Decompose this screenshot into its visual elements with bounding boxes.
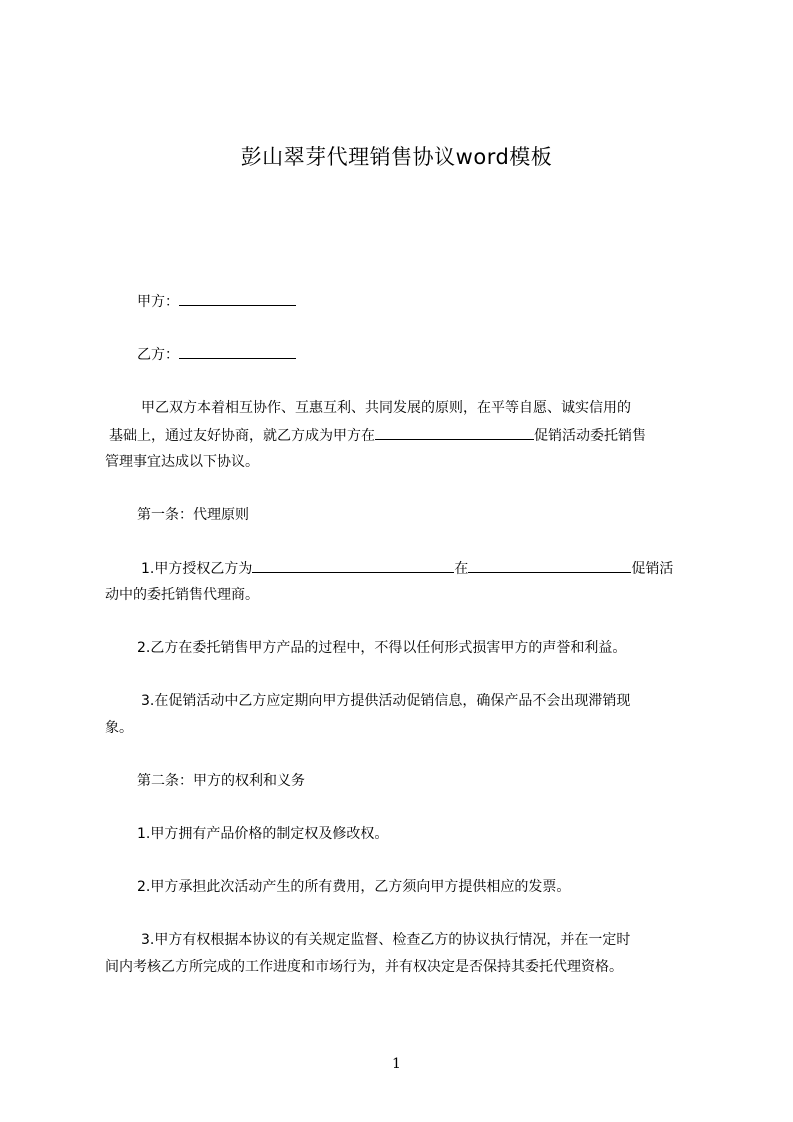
party-b-label: 乙方： [137,347,179,363]
party-b-blank [179,344,296,359]
page-number: 1 [392,1056,401,1072]
article-1-item-1-line-1 [141,558,673,579]
article-1-item-1-line-2: 动中的委托销售代理商。 [105,587,259,603]
party-b-line [137,344,296,365]
article-1-item-2: 2.乙方在委托销售甲方产品的过程中，不得以任何形式损害甲方的声誉和利益。 [137,640,627,656]
document-title: 彭山翠芽代理销售协议word模板 [240,145,553,169]
intro-line-1: 甲乙双方本着相互协作、互惠互利、共同发展的原则，在平等自愿、诚实信用的 [141,400,631,416]
intro-promotion-blank [375,425,534,440]
article-1-item-3-line-1: 3.在促销活动中乙方应定期向甲方提供活动促销信息，确保产品不会出现滞销现 [141,693,631,709]
article-2-item-3-line-2: 间内考核乙方所完成的工作进度和市场行为，并有权决定是否保持其委托代理资格。 [105,959,623,975]
intro-line-2-end: 促销活动委托销售 [534,428,646,444]
article-1-item-1-start: 1.甲方授权乙方为 [141,561,253,577]
party-a-label: 甲方： [137,294,179,310]
party-a-line [137,291,296,312]
intro-line-2 [109,425,646,446]
article-2-item-2: 2.甲方承担此次活动产生的所有费用，乙方须向甲方提供相应的发票。 [137,879,571,895]
agent-blank [252,558,454,573]
article-1-item-1-mid: 在 [454,561,469,577]
article-1-item-1-end: 促销活 [631,561,674,577]
intro-line-2-start: 基础上，通过友好协商，就乙方成为甲方在 [109,428,375,444]
intro-line-3: 管理事宜达成以下协议。 [105,454,259,470]
article-1-item-3-line-2: 象。 [105,720,133,736]
article-2-item-3-line-1: 3.甲方有权根据本协议的有关规定监督、检查乙方的协议执行情况，并在一定时 [141,932,631,948]
article-1-heading: 第一条：代理原则 [137,507,249,523]
article-2-heading: 第二条：甲方的权利和义务 [137,773,305,789]
article-2-item-1: 1.甲方拥有产品价格的制定权及修改权。 [137,826,389,842]
promotion-blank [468,558,631,573]
party-a-blank [179,291,296,306]
